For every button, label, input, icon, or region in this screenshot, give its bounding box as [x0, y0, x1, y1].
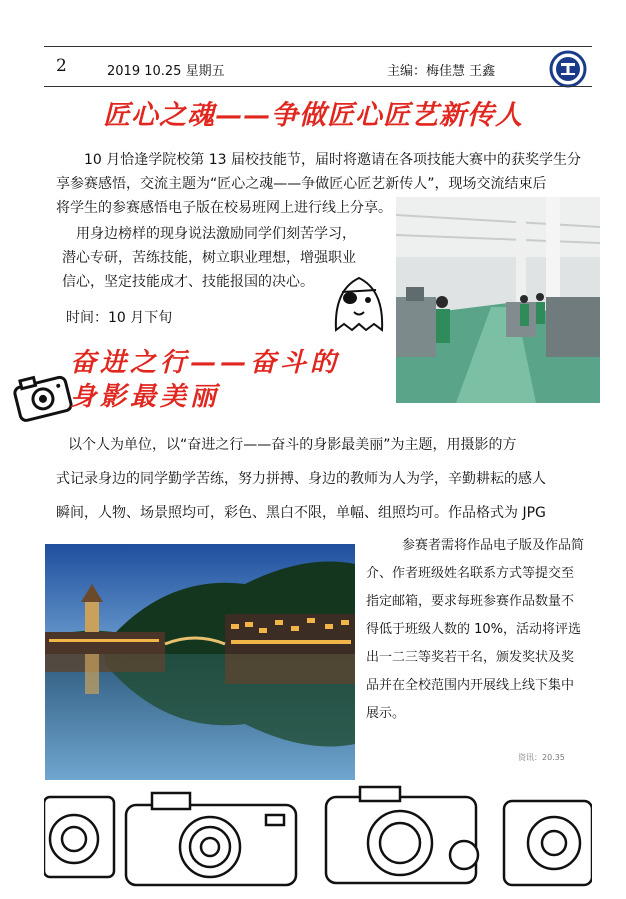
- submission-line-1: 参赛者需将作品电子版及作品简: [402, 538, 585, 553]
- event-time: 时间：10 月下旬: [66, 310, 173, 326]
- submission-line-6: 品并在全校范围内开展线上线下集中: [366, 678, 575, 693]
- section1-sub-line-3: 信心，坚定技能成才、技能报国的决心。: [62, 274, 314, 290]
- section2-title-line-1: 奋进之行——奋斗的: [70, 348, 341, 378]
- ghost-sticker-icon: [326, 270, 392, 340]
- section2-line-1: 以个人为单位，以“奋进之行——奋斗的身影最美丽”为主题，用摄影的方: [68, 437, 517, 453]
- camera-strip-illustration: [44, 785, 592, 889]
- editors: 主编：梅佳慧 王鑫: [387, 64, 496, 79]
- workshop-photo: [396, 197, 600, 403]
- header-top-rule: [44, 46, 592, 47]
- page-number: 2: [56, 56, 67, 76]
- section2-title-line-2: 身影最美丽: [70, 382, 221, 412]
- submission-line-3: 指定邮箱，要求每班参赛作品数量不: [366, 594, 575, 609]
- section2-paragraph: [56, 428, 596, 530]
- submission-line-4: 得低于班级人数的 10%，活动将评选: [366, 622, 582, 637]
- section1-line-1: 10 月恰逢学院校第 13 届校技能节，届时将邀请在各项技能大赛中的获奖学生分: [84, 152, 581, 168]
- section1-line-3: 将学生的参赛感悟电子版在校易班网上进行线上分享。: [56, 200, 392, 216]
- camera-icon: [10, 366, 74, 428]
- section2-line-3: 瞬间，人物、场景照均可，彩色、黑白不限，单幅、组照均可。作品格式为 JPG: [56, 505, 546, 521]
- section1-sub-line-1: 用身边榜样的现身说法激励同学们刻苦学习，: [76, 226, 356, 242]
- issue-date: 2019 10.25 星期五: [107, 64, 225, 79]
- section1-line-2: 享参赛感悟，交流主题为“匠心之魂——争做匠心匠艺新传人”，现场交流结束后: [56, 176, 547, 192]
- landscape-photo: [45, 544, 355, 780]
- section1-sub-line-2: 潜心专研，苦练技能，树立职业理想，增强职业: [62, 250, 356, 266]
- section2-line-2: 式记录身边的同学勤学苦练，努力拼搏、身边的教师为人为学，辛勤耕耘的感人: [56, 471, 546, 487]
- section1-title: 匠心之魂——争做匠心匠艺新传人: [103, 100, 523, 131]
- image-credit: 资讯：20.35: [518, 753, 565, 762]
- submission-line-5: 出一二三等奖若干名，颁发奖状及奖: [366, 650, 575, 665]
- submission-line-2: 介、作者班级姓名联系方式等提交至: [366, 566, 575, 581]
- submission-details: [366, 532, 596, 728]
- header: [0, 0, 626, 90]
- submission-line-7: 展示。: [366, 706, 406, 721]
- header-bottom-rule: [44, 86, 592, 87]
